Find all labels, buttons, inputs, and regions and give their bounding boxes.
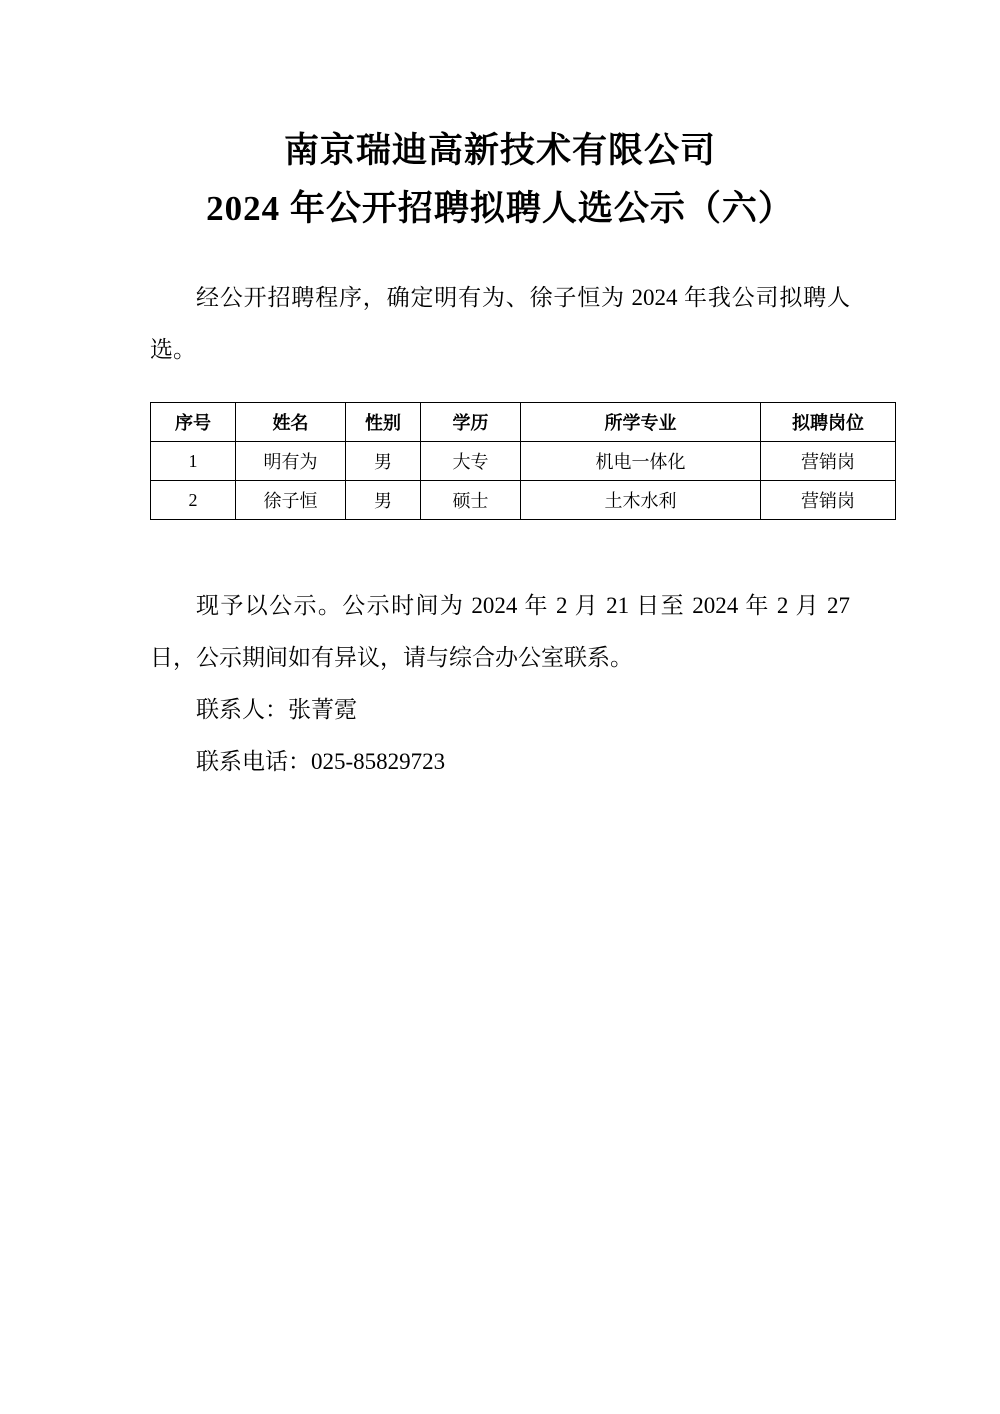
cell-gender: 男 — [346, 481, 421, 520]
publicity-paragraph: 现予以公示。公示时间为 2024 年 2 月 21 日至 2024 年 2 月 27 日，公示期间如有异议，请与综合办公室联系。 — [150, 593, 850, 670]
candidates-table — [150, 402, 896, 520]
notice-section — [150, 580, 850, 788]
cell-name: 明有为 — [236, 442, 346, 481]
cell-education: 大专 — [421, 442, 521, 481]
cell-index: 1 — [151, 442, 236, 481]
document-title — [150, 0, 850, 238]
cell-position: 营销岗 — [761, 481, 896, 520]
cell-major: 机电一体化 — [521, 442, 761, 481]
contact-phone-line: 联系电话：025-85829723 — [196, 749, 446, 774]
cell-gender: 男 — [346, 442, 421, 481]
header-position: 拟聘岗位 — [761, 403, 896, 442]
cell-index: 2 — [151, 481, 236, 520]
header-name: 姓名 — [236, 403, 346, 442]
intro-paragraph: 经公开招聘程序，确定明有为、徐子恒为 2024 年我公司拟聘人选。 — [150, 285, 850, 362]
header-index: 序号 — [151, 403, 236, 442]
cell-education: 硕士 — [421, 481, 521, 520]
table-header-row — [151, 403, 896, 442]
header-major: 所学专业 — [521, 403, 761, 442]
cell-name: 徐子恒 — [236, 481, 346, 520]
candidates-table-wrapper — [150, 402, 864, 520]
header-gender: 性别 — [346, 403, 421, 442]
cell-major: 土木水利 — [521, 481, 761, 520]
contact-person-line: 联系人：张菁霓 — [196, 697, 357, 722]
cell-position: 营销岗 — [761, 442, 896, 481]
header-education: 学历 — [421, 403, 521, 442]
table-row — [151, 481, 896, 520]
title-line-2: 2024 年公开招聘拟聘人选公示（六） — [206, 189, 794, 228]
title-line-1: 南京瑞迪高新技术有限公司 — [283, 131, 716, 170]
table-row — [151, 442, 896, 481]
